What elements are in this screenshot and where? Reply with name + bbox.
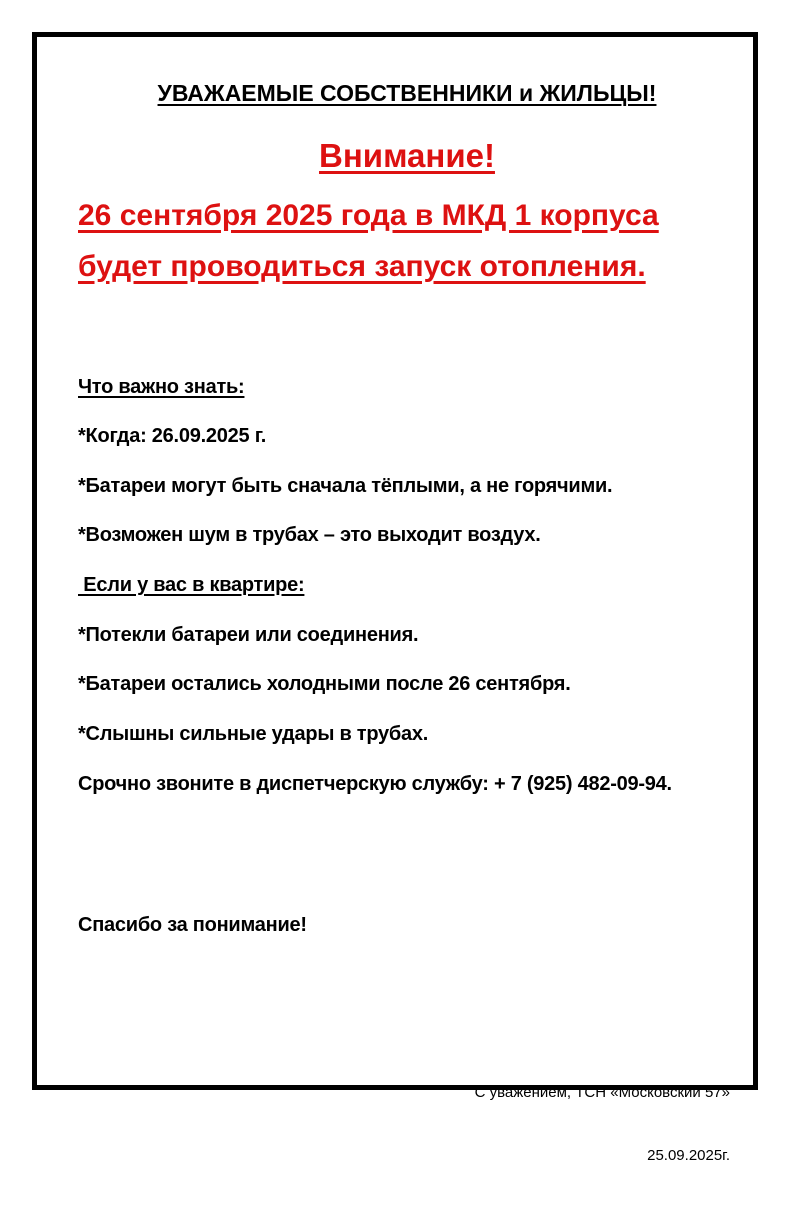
if-item-cold-radiators: *Батареи остались холодными после 26 сентября. [78,673,571,695]
signature-date: 25.09.2025г. [647,1147,730,1164]
announcement-line-1: 26 сентября 2025 года в МКД 1 корпуса [78,199,659,232]
notice-title: УВАЖАЕМЫЕ СОБСТВЕННИКИ и ЖИЛЬЦЫ! [157,80,657,106]
important-section-heading: Что важно знать: [78,376,245,398]
if-item-pipe-knocks: *Слышны сильные удары в трубах. [78,723,429,745]
important-item-warm-radiators: *Батареи могут быть сначала тёплыми, а не горячими. [78,475,613,497]
signature-block [475,1040,730,1208]
dispatcher-phone-line: Срочно звоните в диспетчерскую службу: + 7 (925) 482-09-94. [78,773,672,795]
announcement-line-2: будет проводиться запуск отопления. [78,250,646,283]
signature-organization: С уважением, ТСН «Московский 57» [474,1084,730,1101]
if-in-apartment-section-heading: Если у вас в квартире: [78,574,305,596]
important-item-pipe-noise: *Возможен шум в трубах – это выходит воздух. [78,524,541,546]
if-item-leaks: *Потекли батареи или соединения. [78,624,419,646]
thanks-line: Спасибо за понимание! [78,914,307,936]
attention-heading: Внимание! [319,137,495,174]
important-item-when: *Когда: 26.09.2025 г. [78,425,267,447]
